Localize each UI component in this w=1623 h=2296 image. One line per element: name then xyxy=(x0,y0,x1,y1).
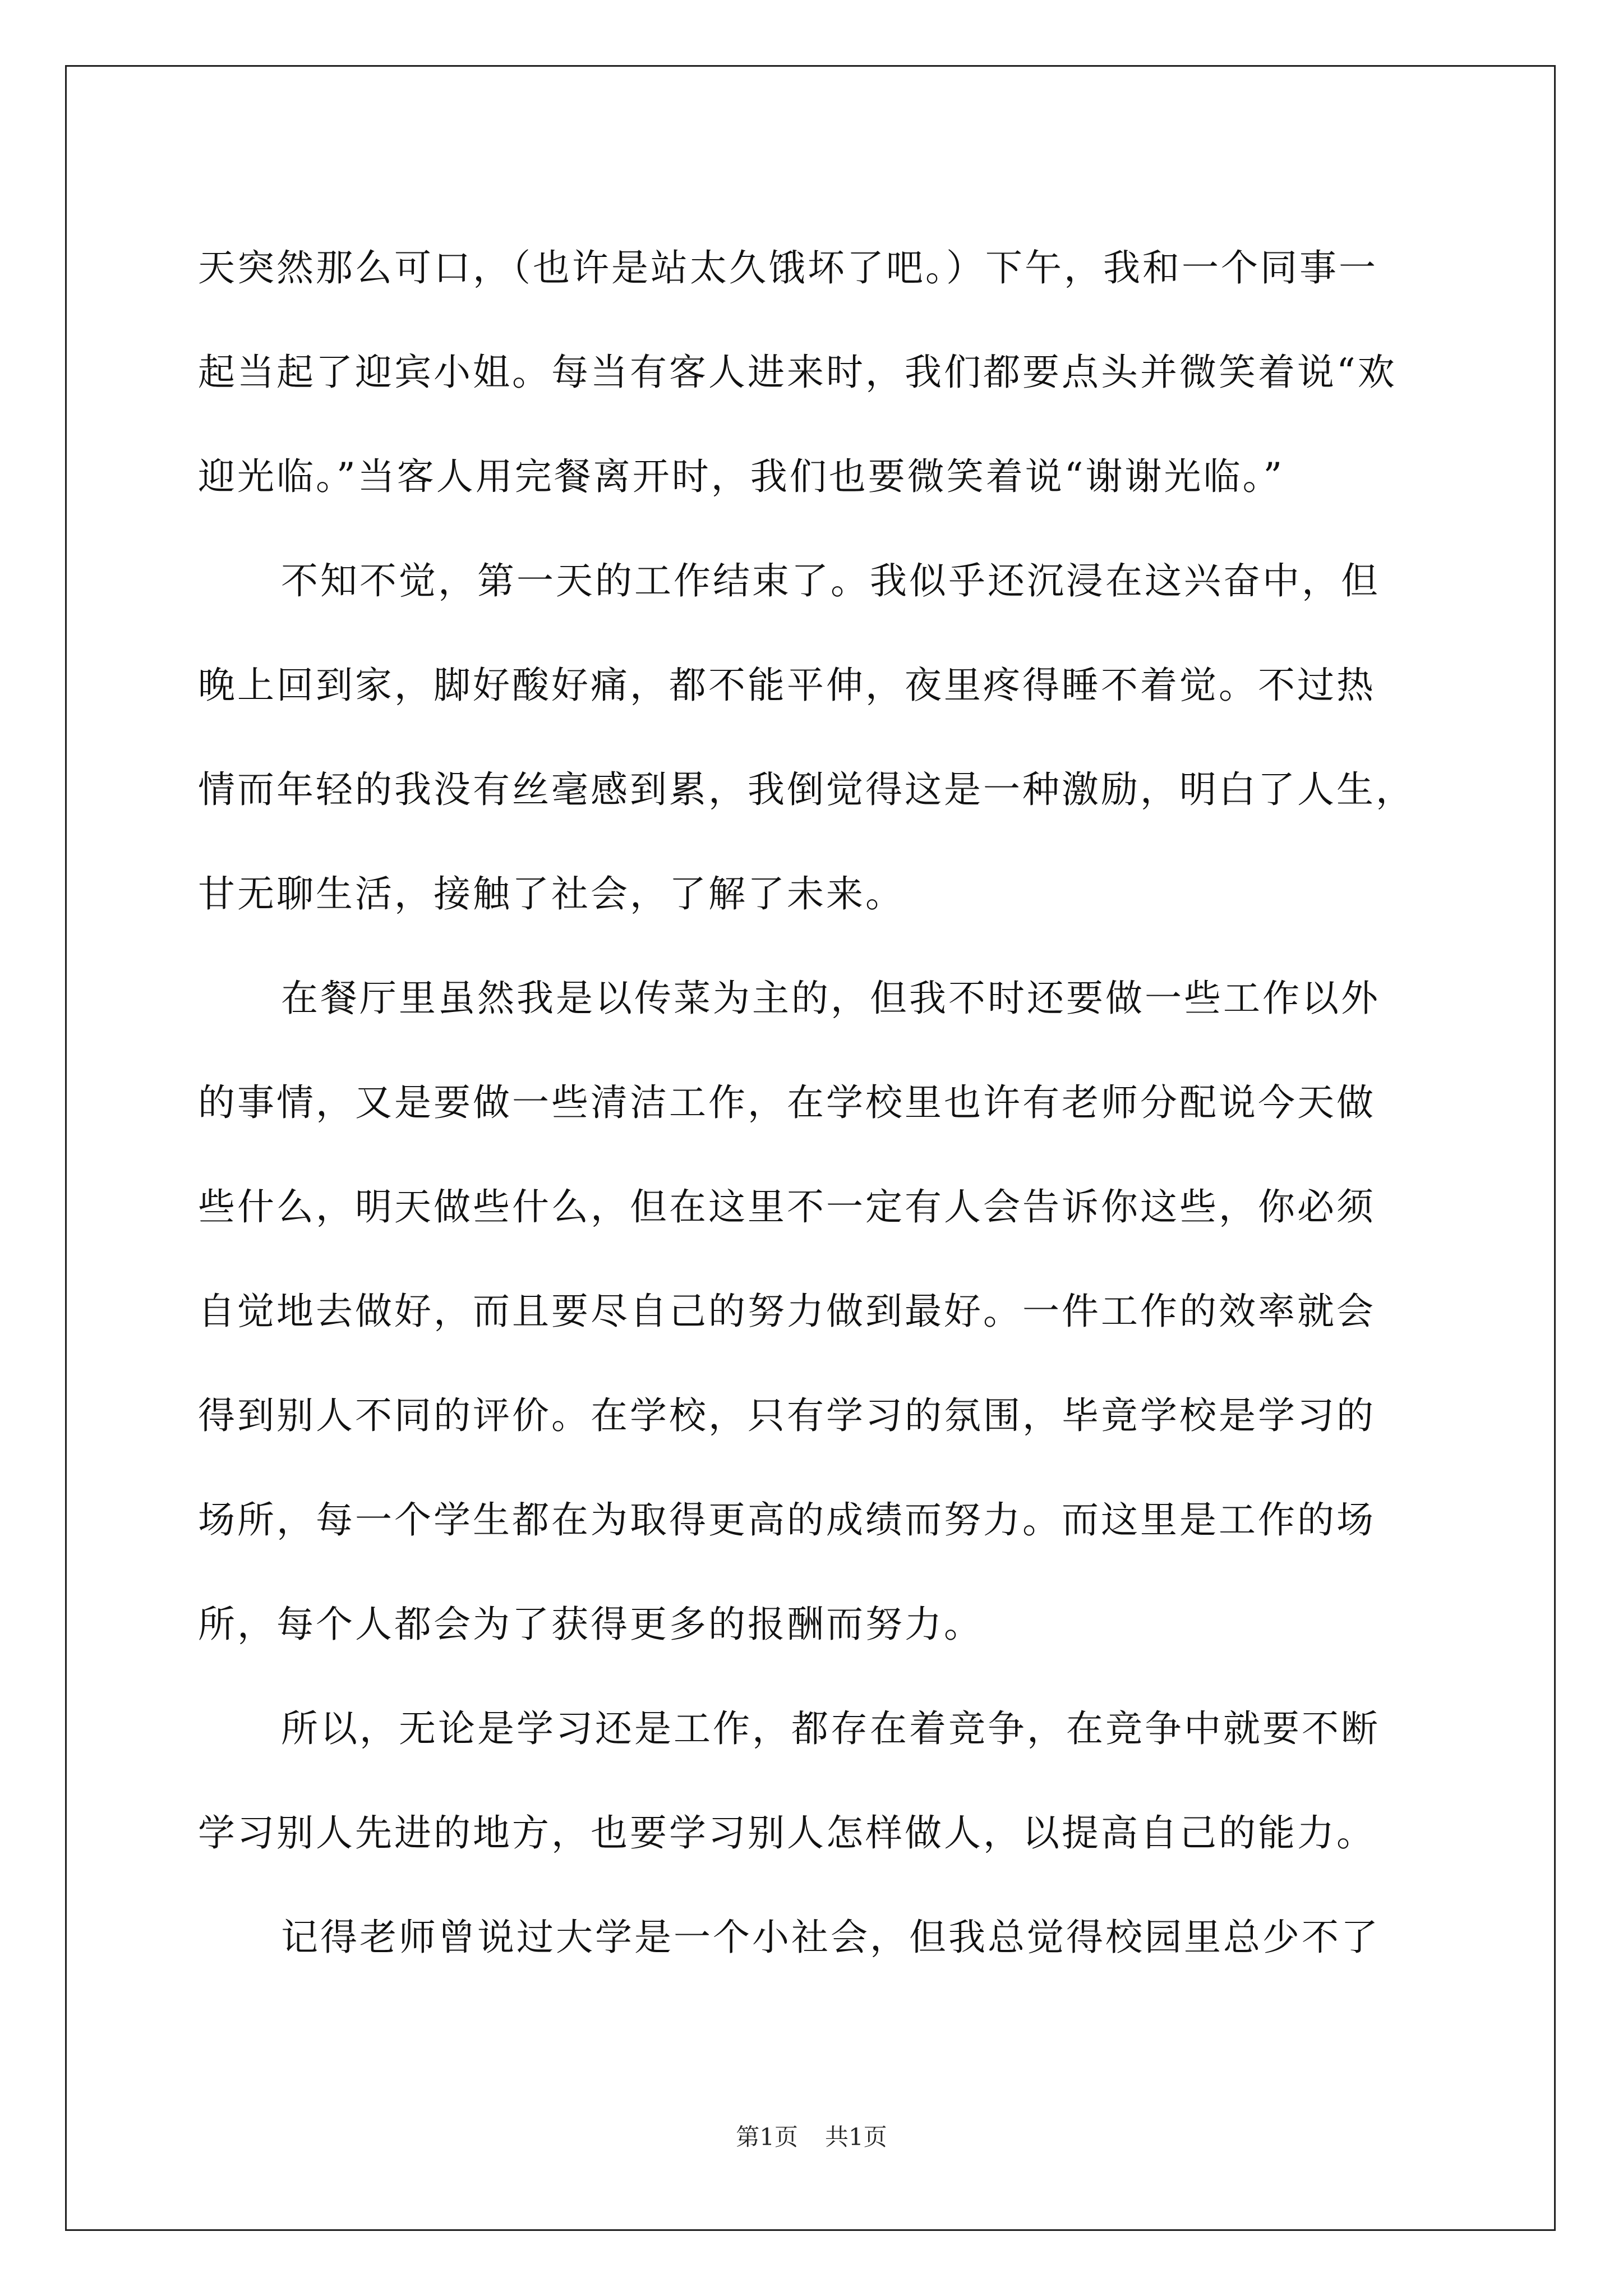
page-total: 共1页 xyxy=(825,2123,887,2151)
text-line: 情而年轻的我没有丝毫感到累，我倒觉得这是一种激励，明白了人生， xyxy=(198,768,1415,811)
text-line: 自觉地去做好，而且要尽自己的努力做到最好。一件工作的效率就会 xyxy=(198,1290,1376,1333)
text-line: 天突然那么可口，（也许是站太久饿坏了吧。）下午，我和一个同事一 xyxy=(198,246,1378,289)
text-line: 些什么，明天做些什么，但在这里不一定有人会告诉你这些，你必须 xyxy=(198,1185,1376,1228)
document-body xyxy=(198,216,1432,1990)
text-line: 记得老师曾说过大学是一个小社会，但我总觉得校园里总少不了 xyxy=(281,1916,1380,1959)
text-line: 所，每个人都会为了获得更多的报酬而努力。 xyxy=(198,1603,983,1646)
text-line: 的事情，又是要做一些清洁工作，在学校里也许有老师分配说今天做 xyxy=(198,1081,1376,1124)
text-line: 得到别人不同的评价。在学校，只有学习的氛围，毕竟学校是学习的 xyxy=(198,1394,1376,1437)
text-line: 学习别人先进的地方，也要学习别人怎样做人，以提高自己的能力。 xyxy=(198,1811,1376,1855)
text-line: 迎光临。”当客人用完餐离开时，我们也要微笑着说“谢谢光临。” xyxy=(198,455,1285,498)
text-line: 在餐厅里虽然我是以传菜为主的，但我不时还要做一些工作以外 xyxy=(281,977,1380,1020)
text-line: 甘无聊生活，接触了社会，了解了未来。 xyxy=(198,872,905,915)
text-line: 场所，每一个学生都在为取得更高的成绩而努力。而这里是工作的场 xyxy=(198,1498,1376,1542)
text-line: 晚上回到家，脚好酸好痛，都不能平伸，夜里疼得睡不着觉。不过热 xyxy=(198,664,1376,707)
text-line: 起当起了迎宾小姐。每当有客人进来时，我们都要点头并微笑着说“欢 xyxy=(198,351,1397,394)
page-footer xyxy=(0,2120,1623,2154)
page-number: 第1页 xyxy=(736,2123,798,2151)
text-line: 不知不觉，第一天的工作结束了。我似乎还沉浸在这兴奋中，但 xyxy=(281,559,1380,602)
text-line: 所以，无论是学习还是工作，都存在着竞争，在竞争中就要不断 xyxy=(281,1707,1380,1750)
